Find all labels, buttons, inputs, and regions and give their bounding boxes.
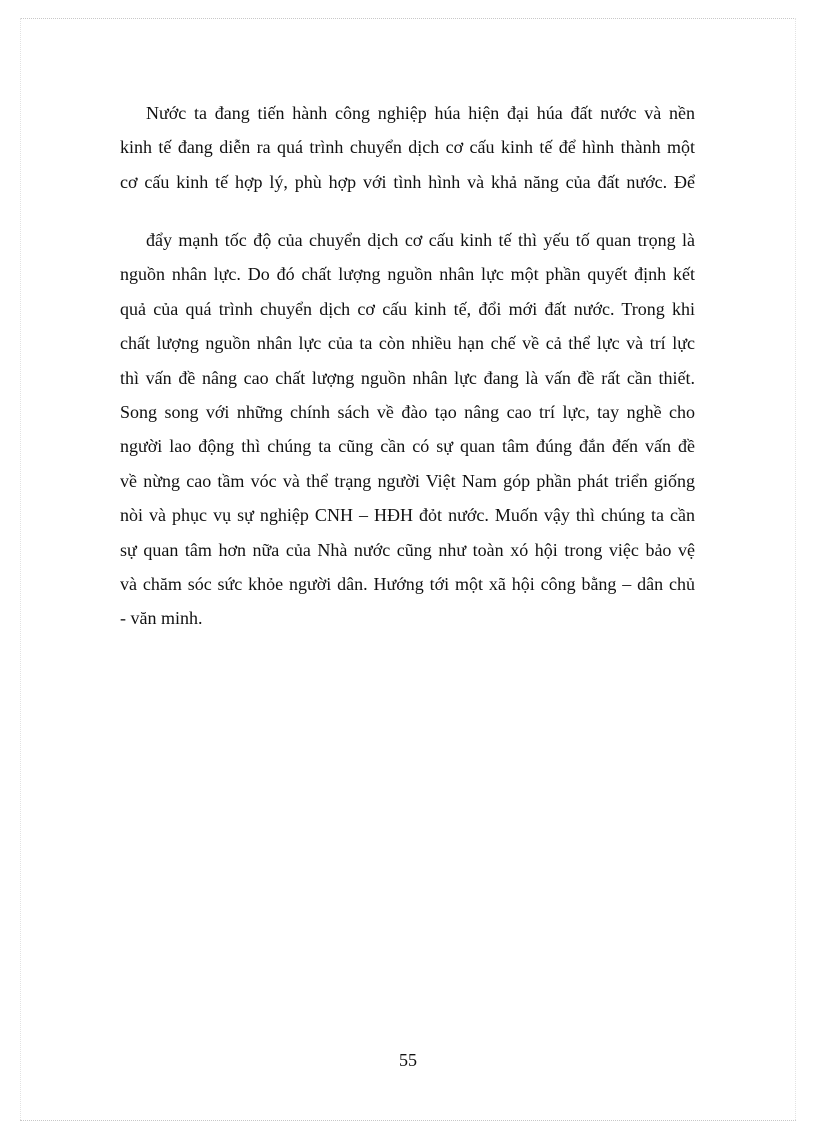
paragraph-2-line: người lao động thì chúng ta cũng cần có sự quan tâm đúng đắn đến vấn đề [120, 436, 695, 457]
paragraph-2-line: sự quan tâm hơn nữa của Nhà nước cũng như toàn xó hội trong việc bảo vệ [120, 539, 695, 560]
paragraph-2-line: về nừng cao tầm vóc và thể trạng người Việt Nam góp phần phát triển giống [120, 470, 695, 491]
paragraph-1 [120, 96, 695, 199]
paragraph-1-line: kinh tế đang diễn ra quá trình chuyển dịch cơ cấu kinh tế để hình thành một [120, 137, 695, 158]
paragraph-2-line: đẩy mạnh tốc độ của chuyển dịch cơ cấu kinh tế thì yếu tố quan trọng là [146, 230, 695, 250]
paragraph-2-line: quả của quá trình chuyển dịch cơ cấu kinh tế, đổi mới đất nước. Trong khi [120, 298, 695, 319]
page-border-top [20, 18, 796, 19]
page-border-right [795, 18, 796, 1120]
paragraph-1-line: cơ cấu kinh tế hợp lý, phù hợp với tình hình và khả năng của đất nước. Để [120, 171, 695, 192]
page-number: 55 [399, 1050, 417, 1070]
paragraph-2-line: nòi và phục vụ sự nghiệp CNH – HĐH đỏt nước. Muốn vậy thì chúng ta cần [120, 505, 695, 526]
paragraph-2-line: - văn minh. [120, 608, 203, 629]
paragraph-2-line: thì vấn đề nâng cao chất lượng nguồn nhân lực đang là vấn đề rất cần thiết. [120, 367, 695, 388]
page-border-left [20, 18, 21, 1120]
paragraph-2-line: Song song với những chính sách về đào tạo nâng cao trí lực, tay nghề cho [120, 402, 695, 423]
paragraph-2 [120, 223, 695, 636]
paragraph-2-line: và chăm sóc sức khỏe người dân. Hướng tới một xã hội công bằng – dân chủ [120, 574, 695, 595]
paragraph-1-line: Nước ta đang tiến hành công nghiệp húa hiện đại húa đất nước và nền [146, 103, 695, 123]
page-border-bottom [20, 1120, 796, 1121]
paragraph-2-line: nguồn nhân lực. Do đó chất lượng nguồn nhân lực một phần quyết định kết [120, 264, 695, 285]
paragraph-2-line: chất lượng nguồn nhân lực của ta còn nhiều hạn chế về cả thể lực và trí lực [120, 333, 695, 354]
